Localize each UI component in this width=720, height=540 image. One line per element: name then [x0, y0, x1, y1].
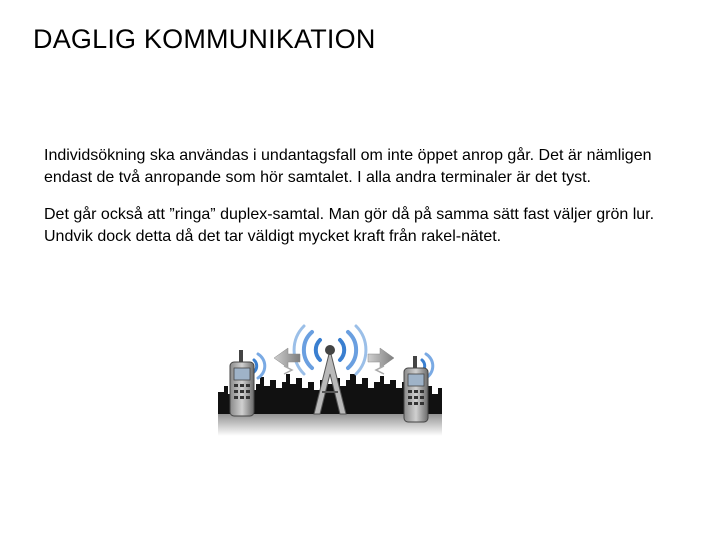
slide-title: DAGLIG KOMMUNIKATION [33, 24, 376, 54]
handheld-radio-icon [230, 350, 254, 416]
signal-waves-icon [254, 354, 265, 378]
paragraph-2: Det går också att ”ringa” duplex-samtal. Man gör då på samma sätt fast väljer grön lur. Undvik dock detta då det tar väldigt mycket kraft från rakel-nätet. [44, 206, 655, 245]
arrow-icon [274, 348, 300, 374]
radio-network-illustration [210, 322, 450, 447]
paragraph-1: Individsökning ska användas i undantagsfall om inte öppet anrop går. Det är nämligen endast de två anropande som hör samtalet. I alla andra terminaler är det tyst. [44, 147, 652, 186]
arrow-icon [368, 348, 394, 374]
slide-body [44, 145, 684, 263]
